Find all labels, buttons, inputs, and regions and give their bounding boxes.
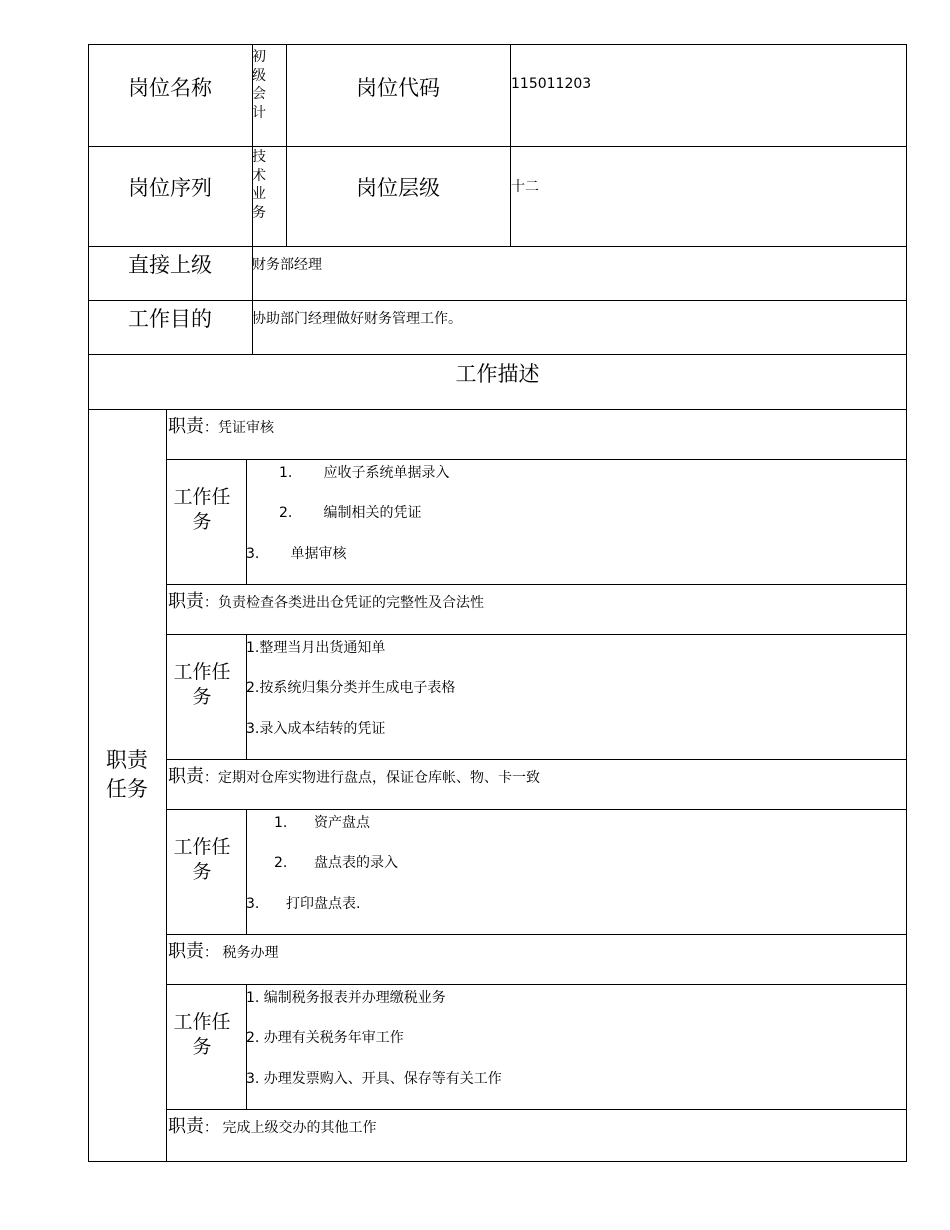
task-item: 1. 资产盘点 [274, 815, 371, 831]
responsibility-key: 职责 [168, 1116, 204, 1137]
sequence-value: 技术业务 [252, 149, 266, 221]
task-item: 2. 编制相关的凭证 [279, 505, 422, 522]
responsibility-text: ： 税务办理 [204, 945, 279, 961]
supervisor-value: 财务部经理 [252, 257, 322, 273]
task-label: 工作任务 [173, 836, 231, 883]
responsibility [168, 587, 484, 613]
description-title: 工作描述 [455, 362, 540, 386]
responsibility-text: ： 完成上级交办的其他工作 [204, 1120, 377, 1136]
responsibility [168, 1112, 376, 1138]
responsibility-key: 职责 [168, 941, 204, 962]
position-code-value: 115011203 [511, 76, 592, 92]
task-item: 3. 办理发票购入、开具、保存等有关工作 [246, 1070, 502, 1087]
sequence-label: 岗位序列 [128, 176, 212, 200]
level-value: 十二 [511, 179, 539, 195]
task-label: 工作任务 [173, 1011, 231, 1058]
task-item: 2. 办理有关税务年审工作 [246, 1030, 404, 1047]
position-name-label: 岗位名称 [128, 76, 212, 100]
responsibility-text: ：凭证审核 [204, 420, 274, 436]
task-item: 3.录入成本结转的凭证 [246, 720, 386, 737]
task-item: 3. 单据审核 [246, 545, 347, 562]
duties-label: 职责任务 [106, 748, 148, 801]
responsibility-key: 职责 [168, 416, 204, 437]
task-label: 工作任务 [173, 661, 231, 708]
responsibility-text: ：负责检查各类进出仓凭证的完整性及合法性 [204, 595, 484, 611]
task-label: 工作任务 [173, 486, 231, 533]
responsibility-key: 职责 [168, 591, 204, 612]
position-name-value: 初级会计 [252, 49, 266, 121]
task-item: 1.整理当月出货通知单 [246, 640, 386, 656]
task-item: 3. 打印盘点表. [246, 895, 361, 912]
responsibility [168, 937, 278, 963]
responsibility [168, 412, 274, 438]
supervisor-label: 直接上级 [128, 253, 212, 277]
responsibility [168, 762, 540, 788]
responsibility-key: 职责 [168, 766, 204, 787]
position-code-label: 岗位代码 [356, 76, 440, 100]
task-item: 1. 编制税务报表并办理缴税业务 [246, 990, 446, 1006]
purpose-label: 工作目的 [128, 307, 212, 331]
task-item: 2. 盘点表的录入 [274, 855, 399, 872]
level-label: 岗位层级 [356, 176, 440, 200]
responsibility-text: ：定期对仓库实物进行盘点，保证仓库帐、物、卡一致 [204, 770, 540, 786]
task-item: 2.按系统归集分类并生成电子表格 [246, 680, 456, 697]
task-item: 1. 应收子系统单据录入 [279, 465, 450, 481]
purpose-value: 协助部门经理做好财务管理工作。 [252, 311, 462, 327]
